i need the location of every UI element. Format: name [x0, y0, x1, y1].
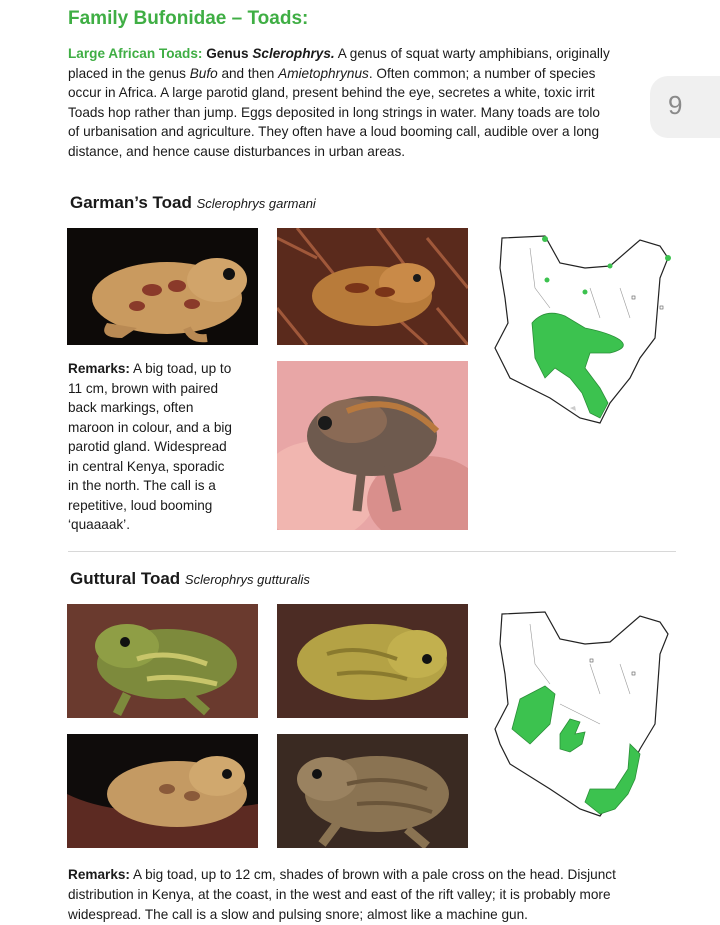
remarks-line: distribution in Kenya, at the coast, in the west and east of the rift valley; it is probably more	[68, 886, 611, 902]
intro-bufo: Bufo	[189, 65, 218, 81]
garman-remarks	[68, 359, 258, 535]
intro-paragraph	[68, 44, 668, 162]
species-heading-guttural	[70, 569, 310, 589]
remarks-line: 11 cm, brown with paired	[68, 380, 219, 396]
remarks-line: repetitive, loud booming	[68, 497, 213, 513]
remarks-line: A big toad, up to	[133, 361, 232, 376]
intro-line-2-c: . Often common; a number of species	[368, 65, 596, 81]
garman-toad-photo-2	[277, 228, 468, 345]
intro-line-1-text: A genus of squat warty amphibians, originally	[337, 46, 610, 61]
guttural-toad-photo-4	[277, 734, 468, 848]
remarks-label: Remarks:	[68, 361, 130, 376]
guttural-toad-photo-2	[277, 604, 468, 718]
intro-line-2	[68, 64, 668, 84]
scientific-name: Sclerophrys gutturalis	[184, 572, 310, 587]
intro-label: Large African Toads:	[68, 46, 203, 61]
guttural-remarks	[68, 865, 678, 924]
intro-line-2-b: and then	[221, 65, 275, 81]
intro-amietophrynus: Amietophrynus	[278, 65, 369, 81]
remarks-line: ‘quaaaak’.	[68, 517, 130, 532]
intro-line-6: distance, and hence cause disturbances in urban areas.	[68, 143, 406, 159]
garman-toad-photo-3	[277, 361, 468, 530]
intro-line-1	[68, 44, 668, 64]
guttural-range-map	[490, 604, 678, 824]
intro-line-5: of urbanisation and agriculture. They often have a loud booming call, audible over a long	[68, 124, 600, 140]
genus-name: Sclerophrys.	[252, 46, 335, 61]
guttural-toad-photo-3	[67, 734, 258, 848]
intro-line-3: occur in Africa. A large parotid gland, present behind the eye, secretes a white, toxic irrit	[68, 85, 595, 101]
common-name: Garman’s Toad	[70, 193, 192, 212]
remarks-line: widespread. The call is a slow and pulsing snore; almost like a machine gun.	[68, 906, 528, 922]
remarks-line: A big toad, up to 12 cm, shades of brown with a pale cross on the head. Disjunct	[133, 867, 616, 882]
page-number: 9	[668, 90, 683, 120]
scientific-name: Sclerophrys garmani	[196, 196, 316, 211]
guttural-toad-photo-1	[67, 604, 258, 718]
remarks-line: in central Kenya, sporadic	[68, 458, 225, 474]
remarks-line: maroon in colour, and a big	[68, 419, 232, 435]
genus-prefix: Genus	[206, 46, 249, 61]
section-divider	[68, 551, 676, 552]
intro-line-4: Toads hop rather than jump. Eggs deposited in long strings in water. Many toads are tolo	[68, 104, 600, 120]
species-heading-garman	[70, 193, 316, 213]
remarks-label: Remarks:	[68, 867, 130, 882]
remarks-line: in the north. The call is a	[68, 478, 216, 493]
page-tab	[650, 76, 720, 138]
garman-toad-photo-1	[67, 228, 258, 345]
common-name: Guttural Toad	[70, 569, 181, 588]
remarks-line: parotid gland. Widespread	[68, 439, 227, 454]
family-title: Family Bufonidae – Toads:	[68, 8, 309, 29]
intro-line-2-a: placed in the genus	[68, 65, 186, 81]
remarks-line: back markings, often	[68, 400, 194, 415]
garman-range-map	[490, 228, 678, 428]
